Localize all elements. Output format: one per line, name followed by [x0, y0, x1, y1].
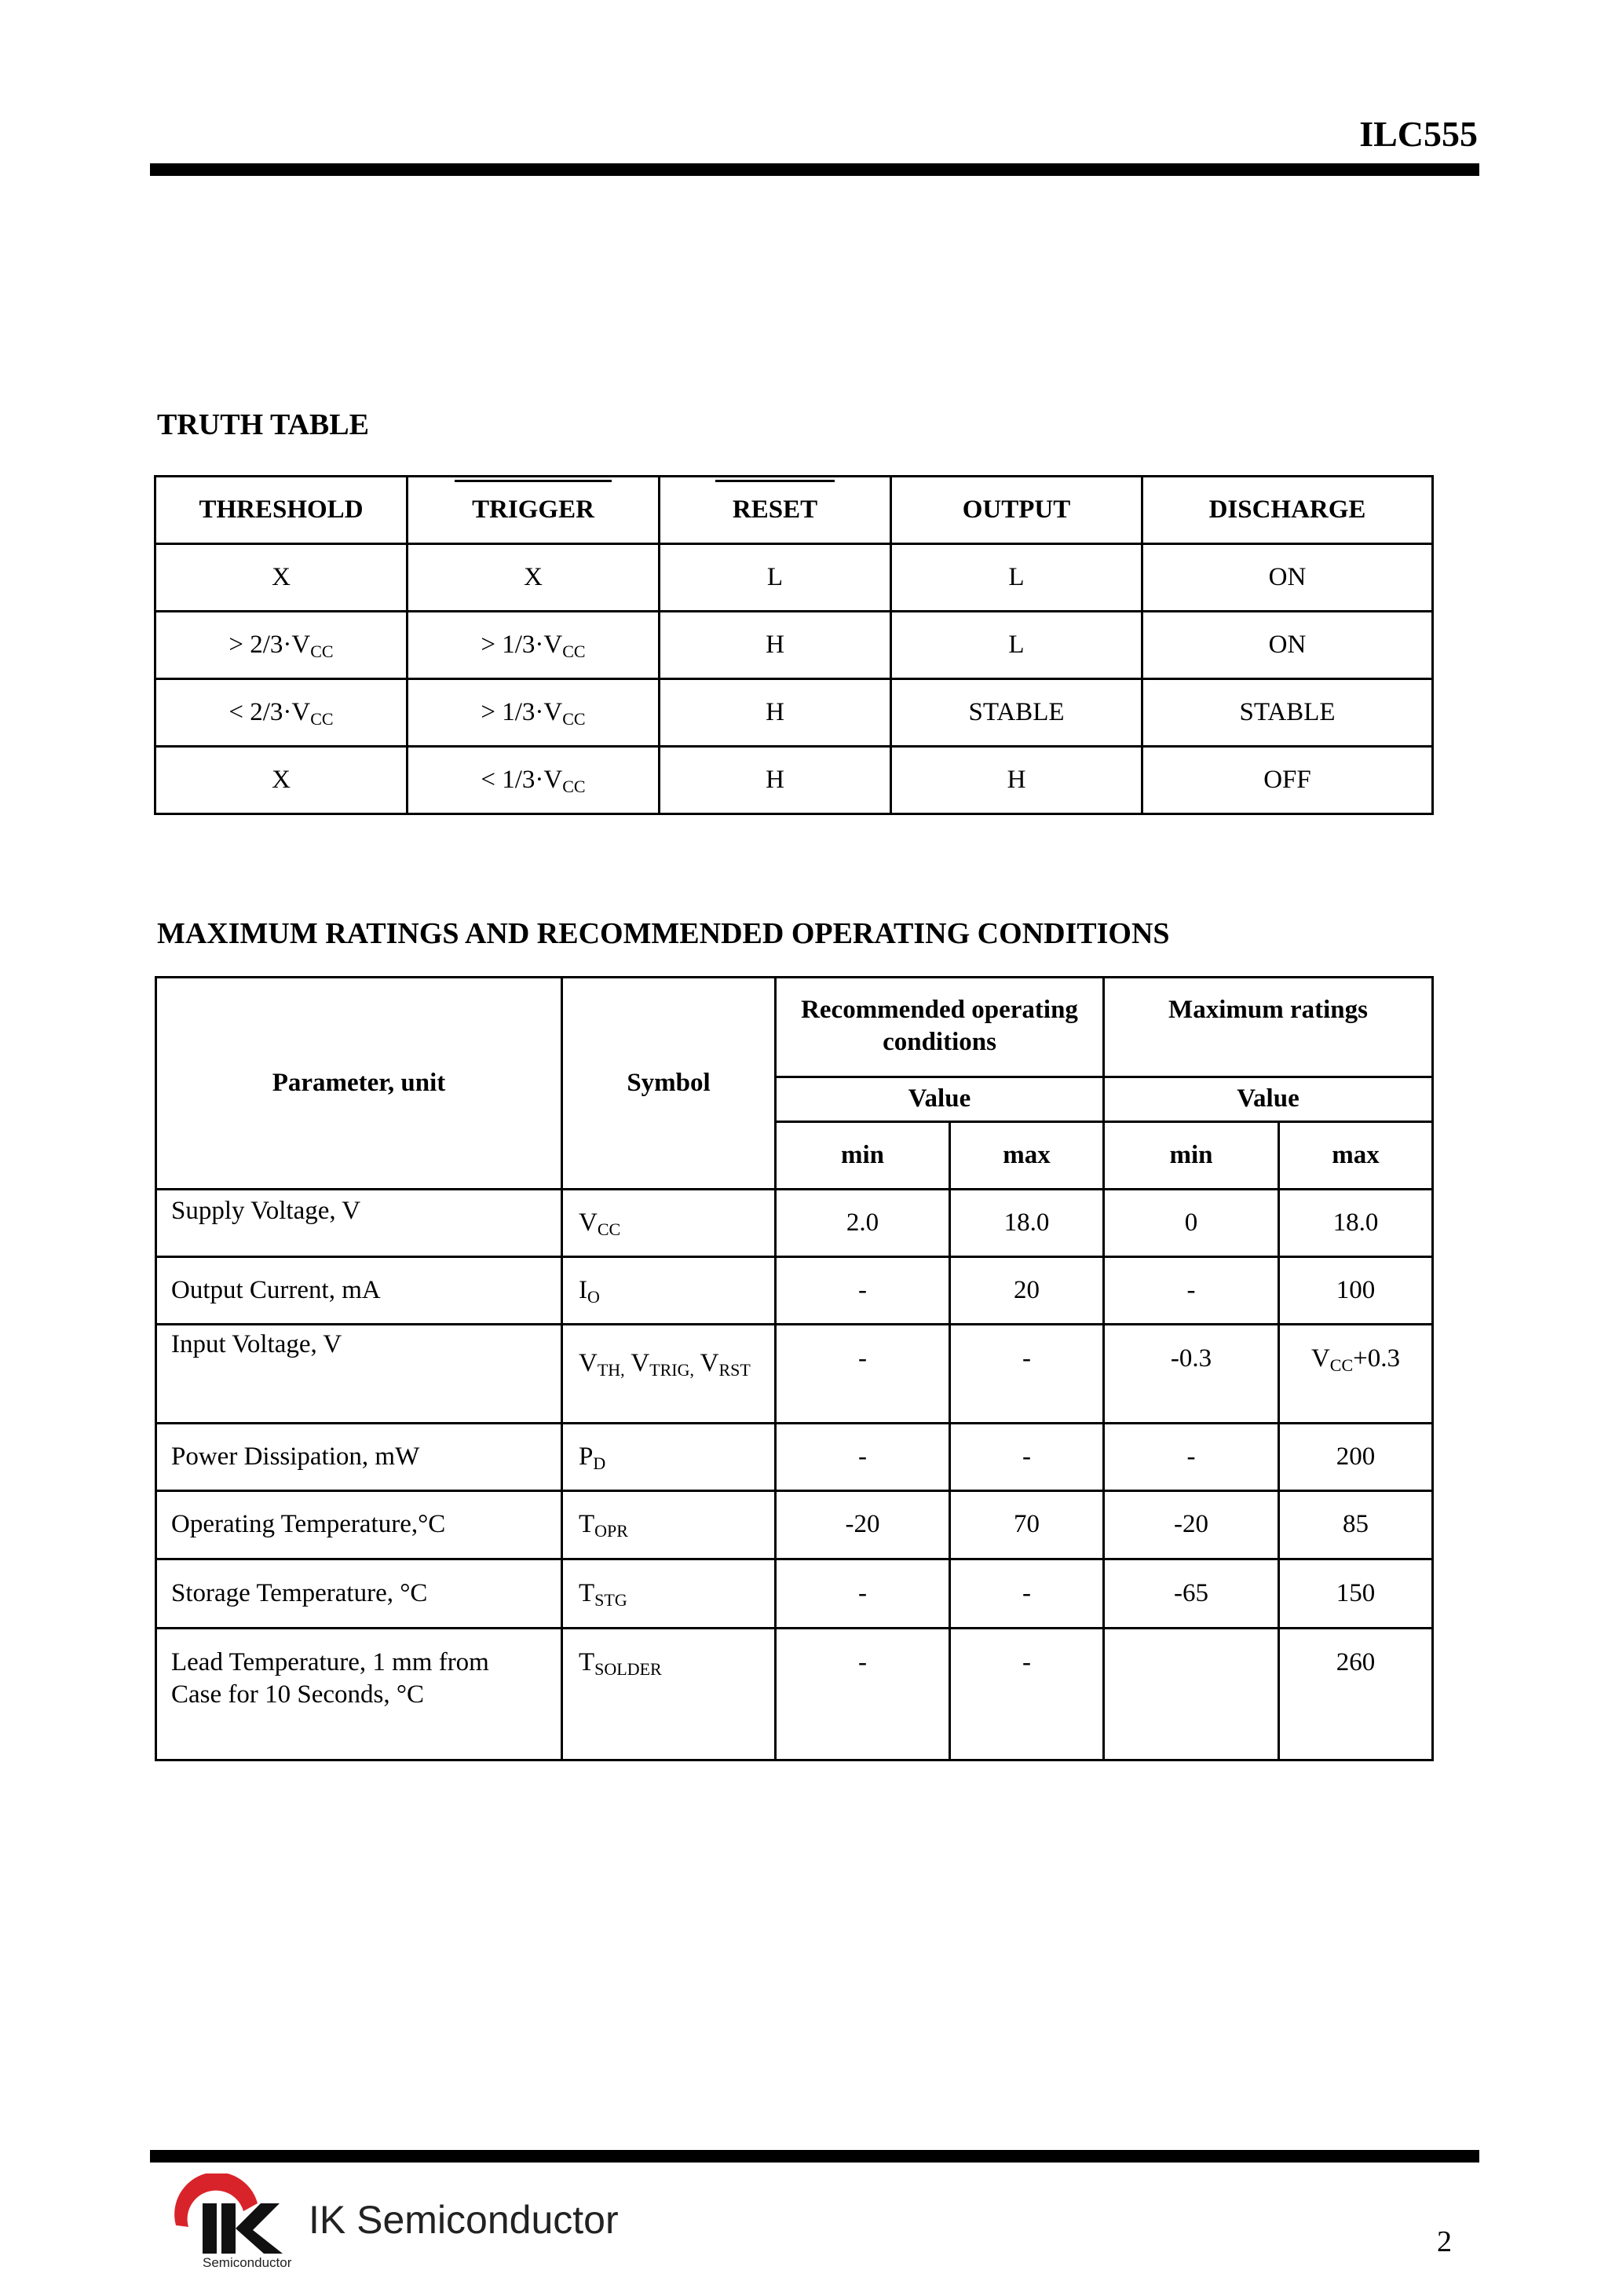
- cell-symbol: $P_D$: [562, 1424, 776, 1491]
- cell-max-min: -65: [1104, 1559, 1279, 1629]
- cell-max-max: 150: [1279, 1559, 1433, 1629]
- cell-max-max: 200: [1279, 1424, 1433, 1491]
- cell-output: H: [891, 747, 1142, 814]
- table-row: [156, 1424, 1433, 1491]
- cell-max-max: 100: [1279, 1257, 1433, 1325]
- cell-reset: L: [660, 544, 891, 612]
- header-trigger: [408, 477, 660, 544]
- cell-discharge: ON: [1142, 612, 1433, 679]
- header-rec-max: max: [950, 1122, 1104, 1190]
- header-rec-min: min: [776, 1122, 950, 1190]
- table-row: [156, 1559, 1433, 1629]
- cell-max-max: 85: [1279, 1491, 1433, 1559]
- table-row: [156, 1257, 1433, 1325]
- cell-max-min: -: [1104, 1257, 1279, 1325]
- cell-max-max: 260: [1279, 1629, 1433, 1760]
- cell-trigger: X: [408, 544, 660, 612]
- max-header-row: [156, 978, 1433, 1077]
- cell-rec-min: -: [776, 1325, 950, 1424]
- cell-rec-min: 2.0: [776, 1190, 950, 1257]
- cell-rec-max: 18.0: [950, 1190, 1104, 1257]
- header-threshold: THRESHOLD: [155, 477, 408, 544]
- document-title: ILC555: [1359, 114, 1478, 154]
- table-row: [155, 612, 1433, 679]
- cell-reset: H: [660, 747, 891, 814]
- page-number: 2: [1437, 2225, 1452, 2258]
- cell-output: L: [891, 544, 1142, 612]
- header-reset: [660, 477, 891, 544]
- header-rule: [150, 163, 1479, 176]
- cell-rec-min: -20: [776, 1491, 950, 1559]
- header-max-min: min: [1104, 1122, 1279, 1190]
- cell-rec-max: 20: [950, 1257, 1104, 1325]
- trigger-overbar-label: TRIGGER: [472, 494, 594, 526]
- cell-trigger: > $1/3\cdot V_{CC}$: [408, 612, 660, 679]
- reset-overbar-label: RESET: [733, 494, 817, 526]
- cell-trigger: < $1/3\cdot V_{CC}$: [408, 747, 660, 814]
- cell-max-min: -20: [1104, 1491, 1279, 1559]
- header-output: OUTPUT: [891, 477, 1142, 544]
- cell-reset: H: [660, 679, 891, 747]
- cell-max-min: -0.3: [1104, 1325, 1279, 1424]
- table-row: [155, 544, 1433, 612]
- header-max-value: Value: [1104, 1077, 1433, 1122]
- table-row: [155, 679, 1433, 747]
- cell-parameter: Power Dissipation, mW: [156, 1424, 562, 1491]
- cell-threshold: X: [155, 747, 408, 814]
- cell-rec-min: -: [776, 1424, 950, 1491]
- cell-discharge: ON: [1142, 544, 1433, 612]
- max-ratings-title: MAXIMUM RATINGS AND RECOMMENDED OPERATING CONDITIONS: [157, 917, 1170, 950]
- cell-rec-min: -: [776, 1559, 950, 1629]
- cell-rec-max: -: [950, 1629, 1104, 1760]
- cell-max-min: [1104, 1629, 1279, 1760]
- max-ratings-table: [155, 976, 1434, 1761]
- table-row: [156, 1491, 1433, 1559]
- logo-i-glyph: [203, 2203, 217, 2254]
- table-row: [155, 747, 1433, 814]
- cell-rec-min: -: [776, 1629, 950, 1760]
- cell-parameter: Input Voltage, V: [156, 1325, 562, 1424]
- cell-parameter: Storage Temperature, °C: [156, 1559, 562, 1629]
- table-row: [156, 1629, 1433, 1760]
- cell-symbol: $T_{OPR}$: [562, 1491, 776, 1559]
- cell-symbol: $I_O$: [562, 1257, 776, 1325]
- cell-parameter: Output Current, mA: [156, 1257, 562, 1325]
- cell-output: STABLE: [891, 679, 1142, 747]
- truth-table-header-row: [155, 477, 1433, 544]
- cell-threshold: X: [155, 544, 408, 612]
- cell-reset: H: [660, 612, 891, 679]
- header-rec-value: Value: [776, 1077, 1104, 1122]
- cell-max-min: -: [1104, 1424, 1279, 1491]
- cell-symbol: $V_{CC}$: [562, 1190, 776, 1257]
- cell-rec-max: -: [950, 1325, 1104, 1424]
- cell-rec-max: -: [950, 1424, 1104, 1491]
- cell-parameter: Lead Temperature, 1 mm from Case for 10 Seconds, °C: [156, 1629, 562, 1760]
- table-row: [156, 1325, 1433, 1424]
- footer-rule: [150, 2150, 1479, 2163]
- cell-max-min: 0: [1104, 1190, 1279, 1257]
- header-max-max: max: [1279, 1122, 1433, 1190]
- cell-rec-min: -: [776, 1257, 950, 1325]
- truth-table-title: TRUTH TABLE: [157, 408, 369, 441]
- logo-k-arms: [236, 2203, 283, 2254]
- header-discharge: DISCHARGE: [1142, 477, 1433, 544]
- header-symbol: Symbol: [562, 978, 776, 1190]
- logo-k-stem: [221, 2203, 236, 2254]
- cell-parameter: Supply Voltage, V: [156, 1190, 562, 1257]
- cell-symbol: $V_{TH,}$ $V_{TRIG,}$ $V_{RST}$: [562, 1325, 776, 1424]
- cell-rec-max: -: [950, 1559, 1104, 1629]
- table-row: [156, 1190, 1433, 1257]
- header-recommended: Recommended operating conditions: [776, 978, 1104, 1077]
- cell-trigger: > $1/3\cdot V_{CC}$: [408, 679, 660, 747]
- cell-threshold: > $2/3\cdot V_{CC}$: [155, 612, 408, 679]
- cell-discharge: OFF: [1142, 747, 1433, 814]
- cell-threshold: < $2/3\cdot V_{CC}$: [155, 679, 408, 747]
- cell-rec-max: 70: [950, 1491, 1104, 1559]
- cell-symbol: $T_{STG}$: [562, 1559, 776, 1629]
- cell-max-max: $V_{CC}+0.3$: [1279, 1325, 1433, 1424]
- cell-parameter: Operating Temperature,°C: [156, 1491, 562, 1559]
- cell-max-max: 18.0: [1279, 1190, 1433, 1257]
- truth-table: [154, 475, 1434, 815]
- logo-caption: Semiconductor: [203, 2255, 292, 2270]
- company-name: IK Semiconductor: [309, 2198, 619, 2242]
- header-maximum: Maximum ratings: [1104, 978, 1433, 1077]
- cell-output: L: [891, 612, 1142, 679]
- cell-discharge: STABLE: [1142, 679, 1433, 747]
- header-parameter: Parameter, unit: [156, 978, 562, 1190]
- cell-symbol: $T_{SOLDER}$: [562, 1629, 776, 1760]
